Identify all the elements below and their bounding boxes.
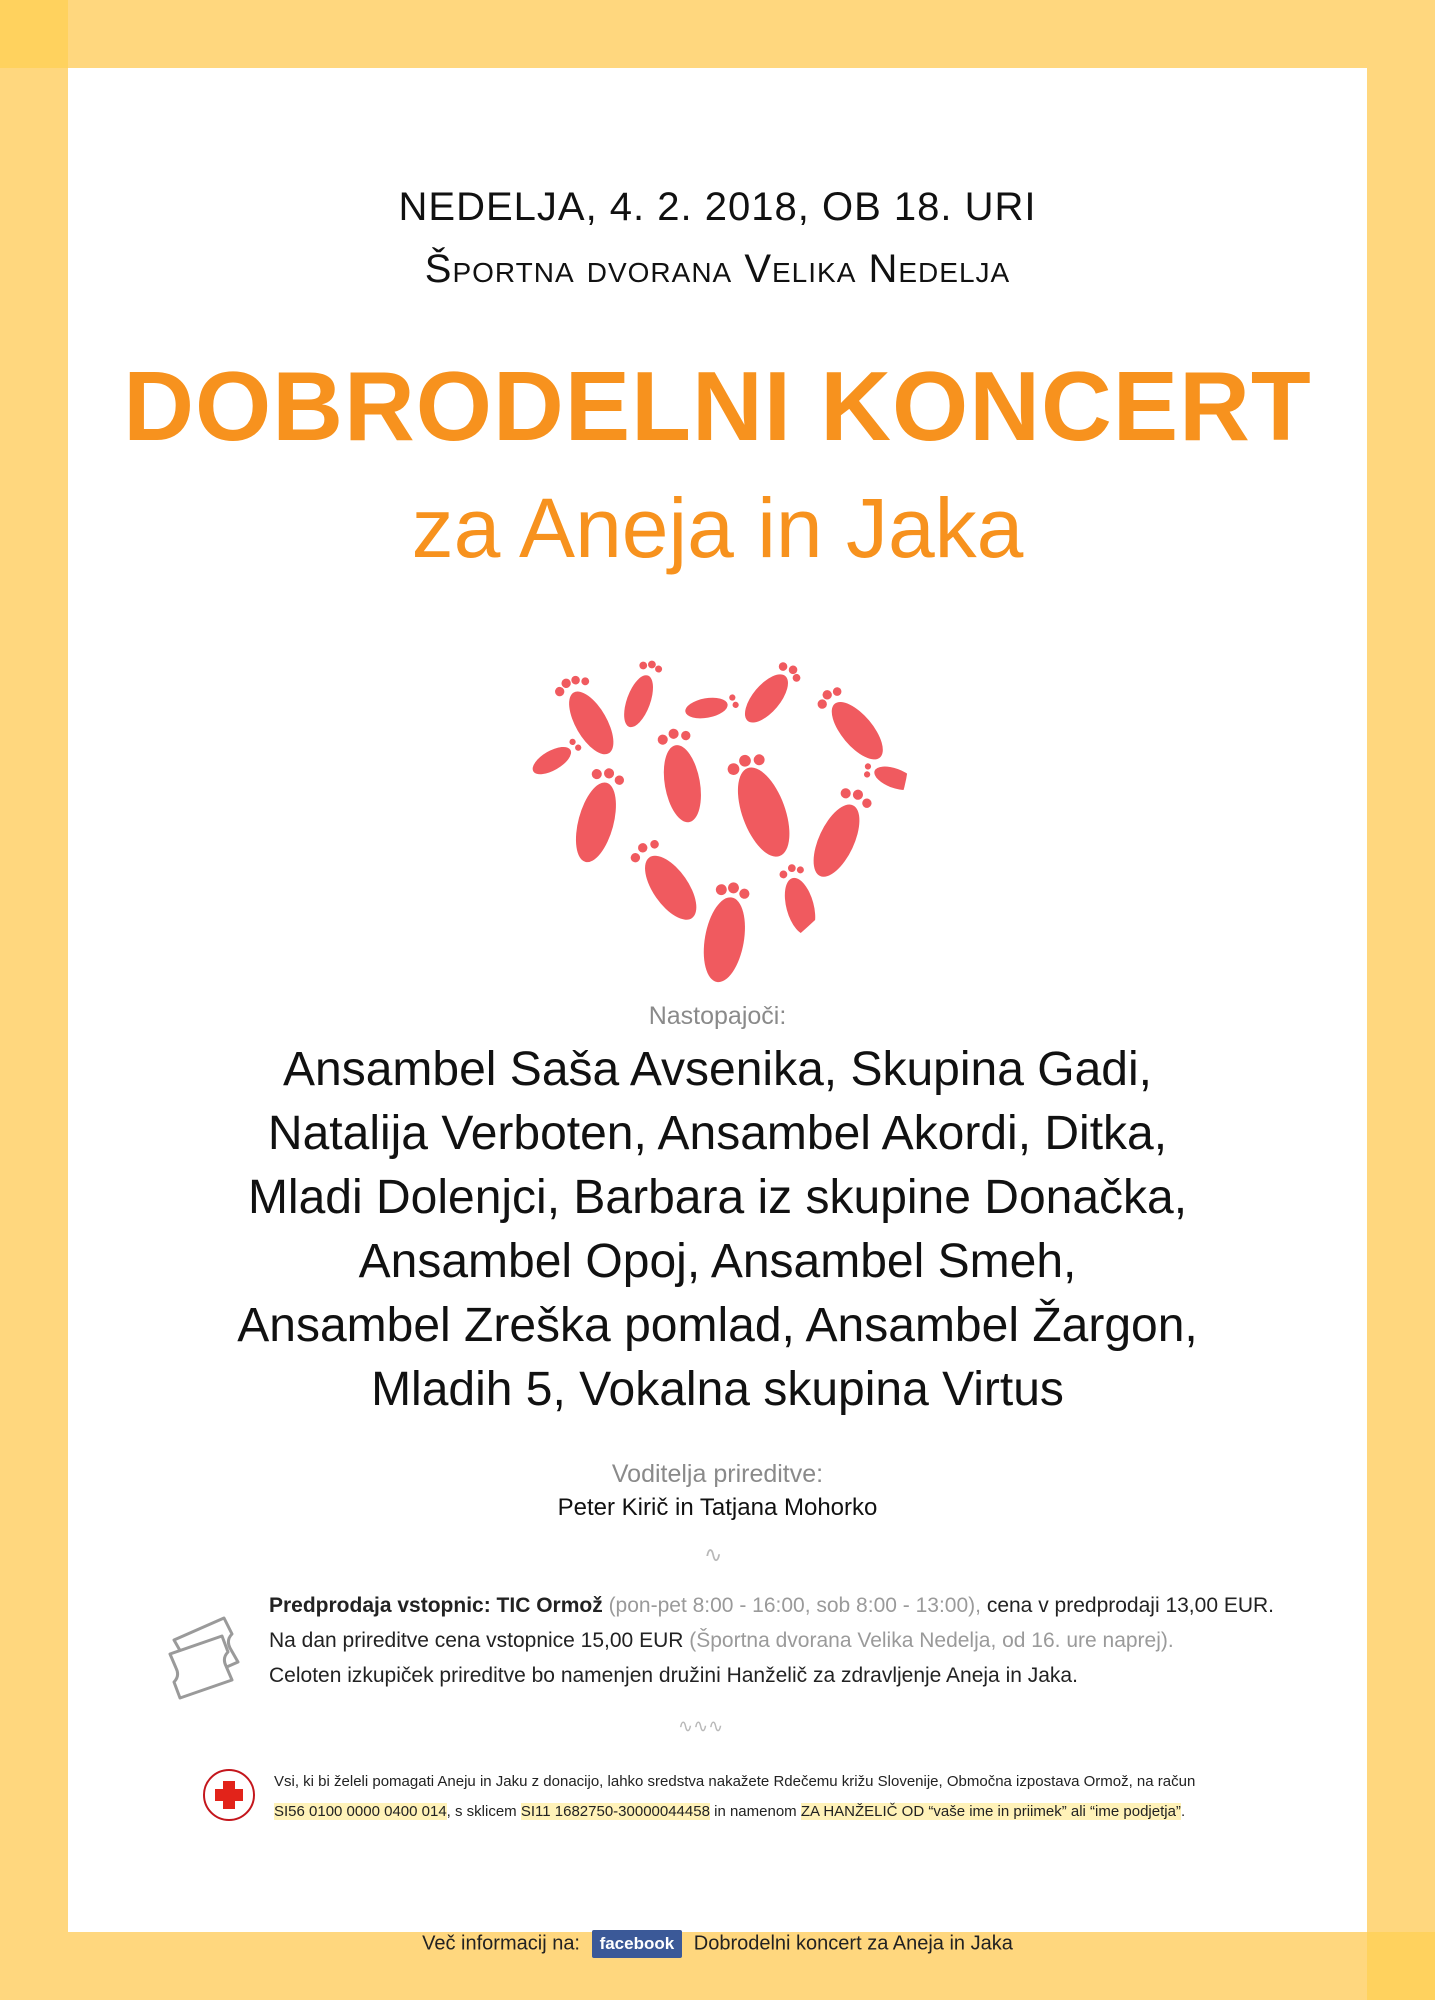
- hosts-names: Peter Kirič in Tatjana Mohorko: [557, 1494, 878, 1521]
- donation-end: .: [1180, 1803, 1186, 1820]
- performers-line: Natalija Verboten, Ansambel Akordi, Ditka,: [267, 1107, 1168, 1160]
- presale-price: cena v predprodaji 13,00 EUR.: [986, 1594, 1274, 1617]
- ornament-divider-icon: ∿∿∿: [678, 1716, 724, 1736]
- presale-hours: (pon-pet 8:00 - 16:00, sob 8:00 - 13:00),: [608, 1594, 981, 1617]
- corner-accent-bottom-right: [1367, 1932, 1435, 2000]
- heart-footprints-icon: [523, 628, 913, 1018]
- payment-reference: SI11 1682750-30000044458: [520, 1803, 710, 1820]
- proceeds-purpose: Celoten izkupiček prireditve bo namenjen družini Hanželič za zdravljenje Aneja in Jaka.: [269, 1664, 1078, 1687]
- event-date: NEDELJA, 4. 2. 2018, OB 18. URI: [398, 185, 1037, 229]
- corner-accent-top-left: [0, 0, 68, 68]
- payment-purpose: ZA HANŽELIČ OD “vaše ime in priimek” ali “ime podjetja”: [800, 1803, 1181, 1820]
- presale-location: Predprodaja vstopnic: TIC Ormož: [269, 1594, 603, 1617]
- red-cross-logo: [202, 1768, 256, 1822]
- day-price: Na dan prireditve cena vstopnice 15,00 EUR: [269, 1629, 684, 1652]
- donation-info: [274, 1767, 1195, 1827]
- donation-intro: Vsi, ki bi želeli pomagati Aneju in Jaku z donacijo, lahko sredstva nakažete Rdečemu križu Slovenije, Območna izpostava Ormož, na račun: [274, 1773, 1196, 1790]
- hosts-label: Voditelja prireditve:: [611, 1460, 824, 1488]
- performers-list: [68, 1038, 1367, 1422]
- performers-line: Ansambel Zreška pomlad, Ansambel Žargon,: [237, 1299, 1198, 1352]
- performers-line: Mladih 5, Vokalna skupina Virtus: [371, 1363, 1064, 1416]
- more-info: [68, 1930, 1367, 1958]
- performers-line: Mladi Dolenjci, Barbara iz skupine Donačka,: [247, 1171, 1188, 1224]
- event-title: DOBRODELNI KONCERT: [123, 351, 1312, 461]
- purpose-text: in namenom: [714, 1803, 797, 1820]
- ornament-flourish-icon: ∿: [704, 1542, 723, 1567]
- reference-text: , s sklicem: [446, 1803, 517, 1820]
- bank-account: SI56 0100 0000 0400 014: [274, 1803, 447, 1820]
- event-subtitle: za Aneja in Jaka: [411, 481, 1024, 575]
- ticket-info: [269, 1588, 1274, 1693]
- facebook-badge[interactable]: facebook: [592, 1930, 683, 1958]
- performers-line: Ansambel Opoj, Ansambel Smeh,: [358, 1235, 1077, 1288]
- performers-line: Ansambel Saša Avsenika, Skupina Gadi,: [283, 1043, 1152, 1096]
- ticket-icon: [164, 1606, 252, 1702]
- performers-label: Nastopajoči:: [648, 1002, 787, 1030]
- more-info-label: Več informacij na:: [422, 1932, 580, 1955]
- day-location: (Športna dvorana Velika Nedelja, od 16. ure naprej).: [689, 1629, 1174, 1652]
- event-venue: Športna dvorana Velika Nedelja: [424, 247, 1011, 291]
- facebook-page-name[interactable]: Dobrodelni koncert za Aneja in Jaka: [693, 1932, 1013, 1955]
- poster: [68, 68, 1367, 1955]
